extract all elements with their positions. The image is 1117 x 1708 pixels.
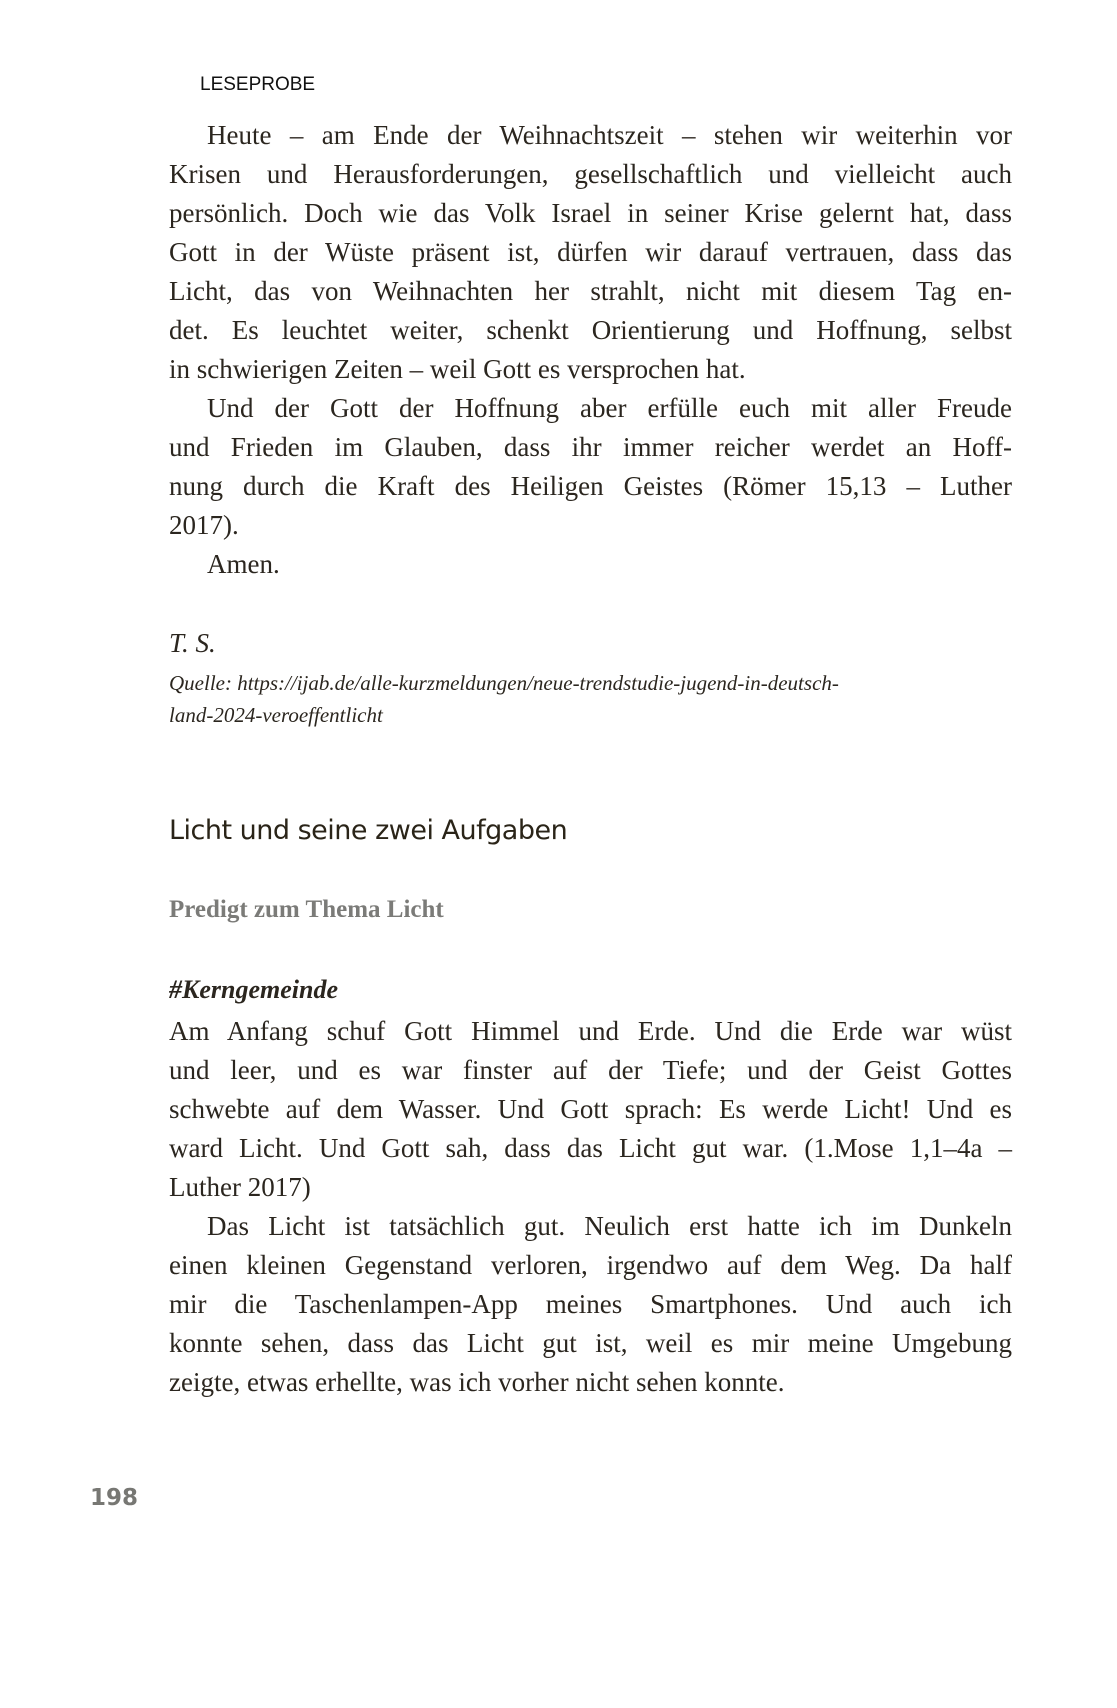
blessing-paragraph: [169, 389, 1012, 584]
text-line: Das Licht ist tatsächlich gut. Neulich erst hatte ich im Dunkeln: [207, 1211, 1012, 1241]
section-heading: Licht und seine zwei Aufgaben: [169, 815, 568, 846]
text-line: mir die Taschenlampen-App meines Smartphones. Und auch ich: [169, 1289, 1012, 1319]
text-line: persönlich. Doch wie das Volk Israel in seiner Krise gelernt hat, dass: [169, 198, 1012, 228]
sermon-paragraph: [169, 1207, 1012, 1402]
text-line: Krisen und Herausforderungen, gesellschaftlich und vielleicht auch: [169, 159, 1012, 189]
page-number: 198: [90, 1485, 139, 1511]
author-initials: T. S.: [169, 628, 216, 658]
text-line: einen kleinen Gegenstand verloren, irgendwo auf dem Weg. Da half: [169, 1250, 1012, 1280]
text-line: Luther 2017): [169, 1172, 311, 1202]
text-line: Gott in der Wüste präsent ist, dürfen wir darauf vertrauen, dass das: [169, 237, 1012, 267]
amen-line: Amen.: [207, 549, 280, 579]
text-line: det. Es leuchtet weiter, schenkt Orientierung und Hoffnung, selbst: [169, 315, 1012, 345]
text-line: nung durch die Kraft des Heiligen Geistes (Römer 15,13 – Luther: [169, 471, 1012, 501]
text-line: Heute – am Ende der Weihnachtszeit – stehen wir weiterhin vor: [207, 120, 1012, 150]
text-line: Am Anfang schuf Gott Himmel und Erde. Und die Erde war wüst: [169, 1016, 1012, 1046]
text-line: konnte sehen, dass das Licht gut ist, weil es mir meine Umgebung: [169, 1328, 1012, 1358]
text-line: 2017).: [169, 510, 239, 540]
text-line: Und der Gott der Hoffnung aber erfülle euch mit aller Freude: [207, 393, 1012, 423]
bible-quote-paragraph: [169, 1012, 1012, 1207]
text-line: schwebte auf dem Wasser. Und Gott sprach: Es werde Licht! Und es: [169, 1094, 1012, 1124]
audience-tag: #Kerngemeinde: [169, 975, 338, 1004]
source-citation: [169, 667, 1012, 731]
text-line: und leer, und es war finster auf der Tiefe; und der Geist Gottes: [169, 1055, 1012, 1085]
text-line: und Frieden im Glauben, dass ihr immer reicher werdet an Hoff-: [169, 432, 1012, 462]
source-line: Quelle: https://ijab.de/alle-kurzmeldungen/neue-trendstudie-jugend-in-deutsch-: [169, 671, 839, 695]
text-line: in schwierigen Zeiten – weil Gott es versprochen hat.: [169, 354, 746, 384]
text-line: Licht, das von Weihnachten her strahlt, nicht mit diesem Tag en-: [169, 276, 1012, 306]
section-subtitle: Predigt zum Thema Licht: [169, 896, 444, 923]
text-line: ward Licht. Und Gott sah, dass das Licht gut war. (1.Mose 1,1–4a –: [169, 1133, 1012, 1163]
author-signature: [169, 624, 1012, 663]
leseprobe-label: LESEPROBE: [200, 74, 316, 95]
source-line: land-2024-veroeffentlicht: [169, 703, 383, 727]
text-line: zeigte, etwas erhellte, was ich vorher nicht sehen konnte.: [169, 1367, 785, 1397]
closing-paragraph: [169, 116, 1012, 389]
